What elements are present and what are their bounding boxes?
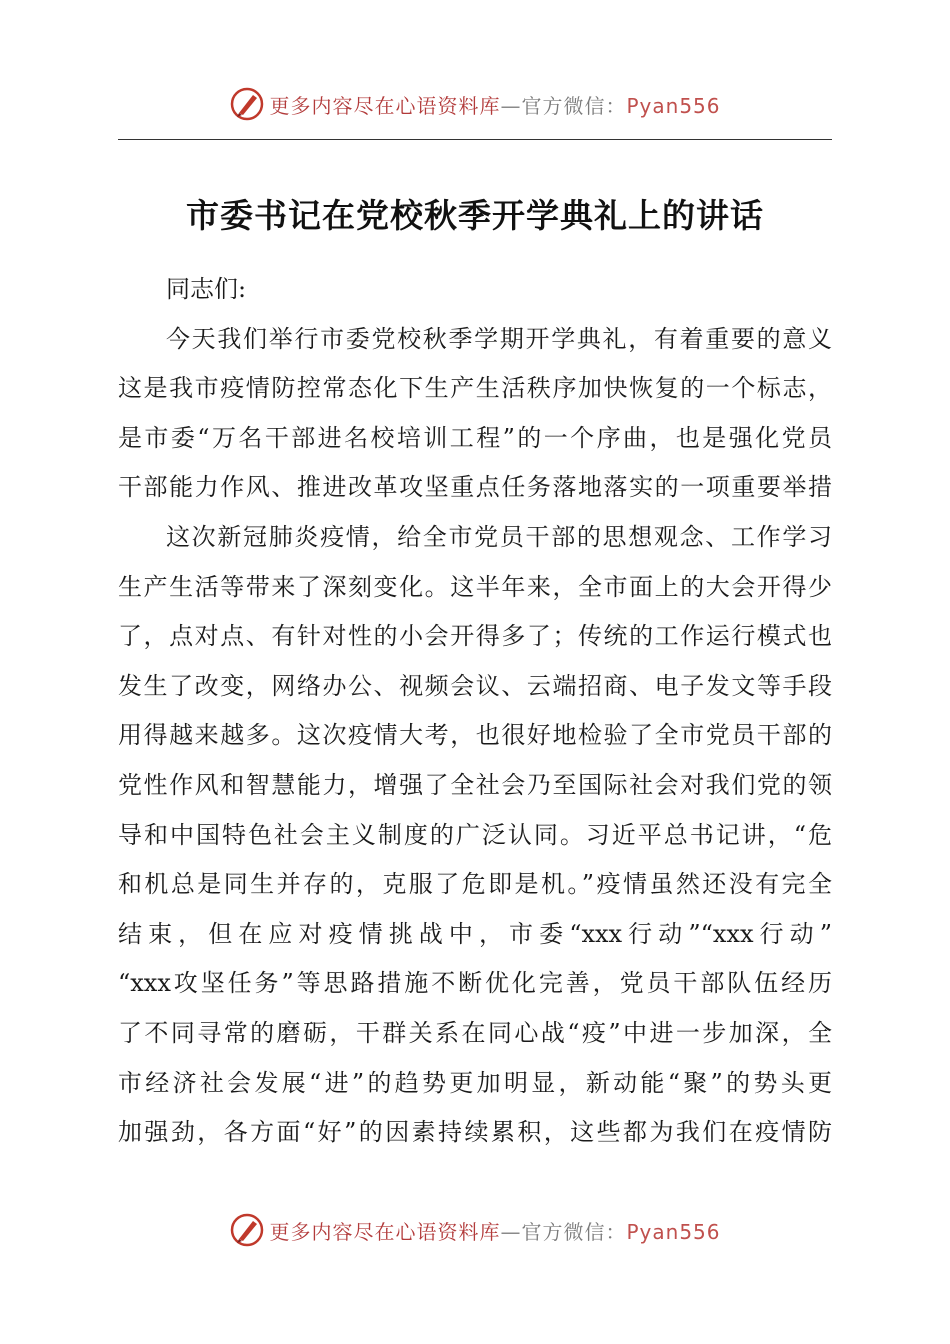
text-line: 党性作风和智慧能力，增强了全社会乃至国际社会对我们党的领 [118,770,832,799]
text-line: 干部能力作风、推进改革攻坚重点任务落地落实的一项重要举措 [118,473,832,502]
footer-label: 官方微信： [521,1219,627,1244]
header-divider [118,139,832,140]
header-label: 官方微信： [521,93,627,118]
footer-brand: 更多内容尽在心语资料库 [269,1219,501,1244]
text-line: 今天我们举行市委党校秋季学期开学典礼，有着重要的意义 [166,324,832,353]
text-line: 用得越来越多。这次疫情大考，也很好地检验了全市党员干部的 [118,721,832,750]
text-line: 是市委“万名干部进名校培训工程”的一个序曲，也是强化党员 [118,423,832,452]
document-title: 市委书记在党校秋季开学典礼上的讲话 [186,196,764,235]
text-line: 市经济社会发展“进”的趋势更加明显，新动能“聚”的势头更 [118,1068,832,1097]
text-line: 结束，但在应对疫情挑战中，市委“xxx行动”“xxx行动” [118,919,832,948]
pen-logo-icon [229,1212,265,1248]
header-banner-text [269,90,720,119]
header-separator: — [500,93,522,118]
salutation-line: 同志们: [166,275,247,303]
footer-banner [0,1208,950,1252]
text-line: 加强劲，各方面“好”的因素持续累积，这些都为我们在疫情防 [118,1118,832,1147]
header-brand: 更多内容尽在心语资料库 [269,93,501,118]
footer-separator: — [500,1219,522,1244]
text-line: 导和中国特色社会主义制度的广泛认同。习近平总书记讲，“危 [118,820,832,849]
text-line: 了不同寻常的磨砺，干群关系在同心战“疫”中进一步加深，全 [118,1018,832,1047]
text-line: “xxx攻坚任务”等思路措施不断优化完善，党员干部队伍经历 [118,969,832,998]
text-line: 发生了改变，网络办公、视频会议、云端招商、电子发文等手段 [118,671,832,700]
header-banner [0,82,950,126]
text-line: 这是我市疫情防控常态化下生产生活秩序加快恢复的一个标志， [118,374,832,403]
text-line: 生产生活等带来了深刻变化。这半年来，全市面上的大会开得少 [118,572,832,601]
document-body [118,265,832,1158]
footer-banner-text [269,1216,720,1245]
text-line: 和机总是同生并存的，克服了危即是机。”疫情虽然还没有完全 [118,870,832,899]
text-line: 了，点对点、有针对性的小会开得多了；传统的工作运行模式也 [118,622,832,651]
pen-logo-icon [229,86,265,122]
footer-wechat-id: Pyan556 [626,1219,721,1244]
header-wechat-id: Pyan556 [626,93,721,118]
text-line: 这次新冠肺炎疫情，给全市党员干部的思想观念、工作学习 [166,522,832,551]
